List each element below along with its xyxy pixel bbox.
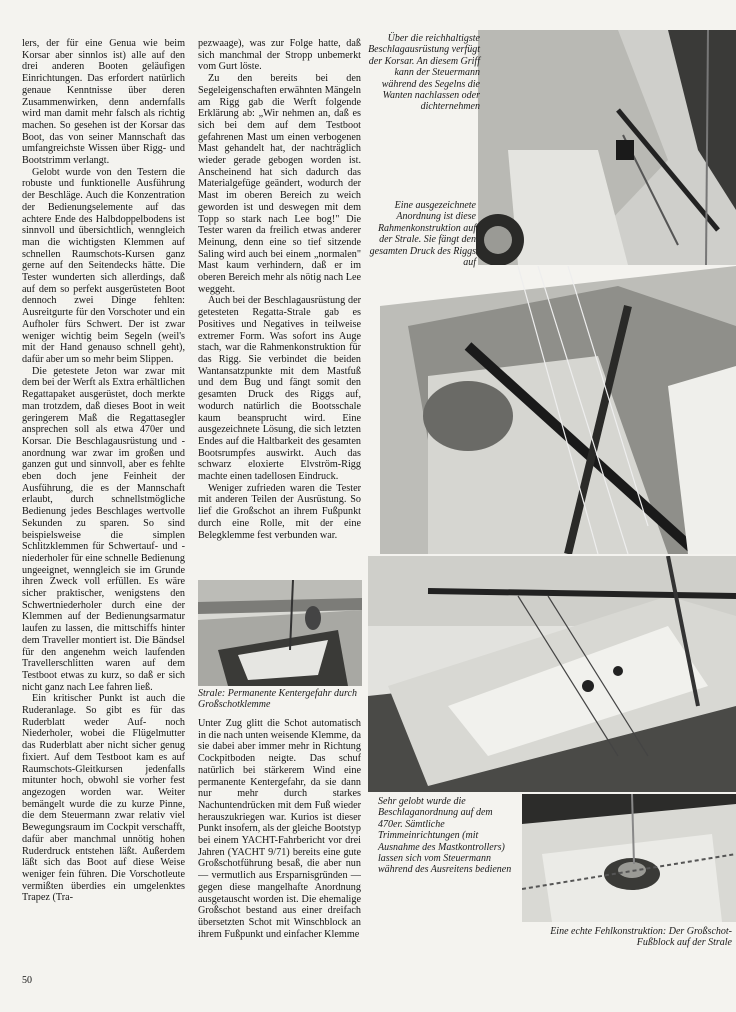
article-column-2 [198,38,361,578]
photo-470er-deck [368,556,736,792]
caption-fehlkonstruktion: Eine echte Fehlkonstruktion: Der Großschot-Fußblock auf der Strale [550,926,732,949]
photo-rahmenkonstruktion [368,266,736,554]
page-number: 50 [22,975,32,986]
photo-strale-kentergefahr [198,580,362,686]
caption-korsar: Über die reichhaltigste Beschlagausrüstung verfügt der Korsar. An diesem Griff kann der Steuermann während des Segelns die Wanten nachlassen oder dichternehmen [368,33,480,113]
paragraph: Ein kritischer Punkt ist auch die Ruderanlage. So gibt es für das Ruderblatt weder Auf- noch Niederholer, wobei die Flügelmutter das Ruderblatt aber nicht sicher genug fixiert. Auf dem Testboot kam es auf Raumschots-Gleitkursen jedenfalls mitunter hoch, obwohl sie vorher fest angezogen worden war. Weiter bemängelt wurde die zu kurze Pinne, die dem Steuermann zwar relativ viel Bewegungsraum im Cockpit verschafft, dafür aber manchmal unnötig hohen Ruderdruck entstehen läßt. Außerdem läßt sich das Boot auf diese Weise weniger fein führen. Die Vorschotleute vermißten überdies ein umgelenktes Trapez (Tra- [22,693,185,904]
article-column-1 [22,38,185,958]
caption-rahmenkonstruktion: Eine ausgezeichnete Anordnung ist diese Rahmenkonstruktion auf der Strale. Sie fängt den gesamten Druck des Riggs auf [369,200,476,269]
paragraph: Auch bei der Beschlagausrüstung der getesteten Regatta-Strale gab es Positives und Negatives in teilweise extremer Form. Was sofort ins Auge stach, war die Rahmenkonstruktion für das Rigg. Sie verbindet die beiden Wantansatzpunkte mit dem Mastfuß und dem Bug und fängt somit den gesamten Druck des Riggs auf, wodurch natürlich die Bootsschale kaum beansprucht wird. Eine ausgezeichnete Lösung, die sich letzten Endes auf die Haltbarkeit des gesamten Bootsrumpfes auswirkt. Auch das schwarz eloxierte Elvström-Rigg machte einen tadellosen Eindruck. [198,295,361,483]
paragraph: Unter Zug glitt die Schot automatisch in die nach unten weisende Klemme, da sie dabei aber immer mehr in Richtung Cockpitboden neigte. Das schuf natürlich bei stärkerem Wind eine permanente Kentergefahr, da sie dann nur mehr durch starkes Nachuntendrücken mit dem Fuß wieder herauszukriegen war. Kurios ist dieser Punkt insofern, als der gleiche Bootstyp bei einem YACHT-Fahrbericht vor drei Jahren (YACHT 9/71) bereits eine gute Großschotführung besaß, die aber nun — vermutlich aus Ersparnisgründen — gegen diese mangelhafte Anordnung ausgetauscht worden ist. Die ehemalige Großschot bestand aus einer dreifach übersetzten Schot mit Winschblock an ihrem Fußpunkt und einfacher Klemme [198,718,361,940]
caption-strale-kentergefahr: Strale: Permanente Kentergefahr durch Großschotklemme [198,688,357,711]
photo-grossschot-fussblock [522,794,736,922]
paragraph: Die getestete Jeton war zwar mit dem bei der Werft als Extra erhältlichen Regattapaket ausgerüstet, doch merkte man trotzdem, daß dieses Boot in weit geringerem Maß die Regattasegler ansprechen soll als etwa 470er und Korsar. Die Beschlagausrüstung und -anordnung war zwar im großen und ganzen gut und sinnvoll, aber es fehlte eben doch jene Feinheit der Ausführung, die es der Mannschaft erlaubt, durch schnellstmögliche Bedienung jedes Beschlages wertvolle Sekunden zu sparen. So sind beispielsweise die simplen Schlitzklemmen für Schwertauf- und -niederholer für eine schnelle Bedienung ungeeignet, wenngleich sie im Grunde ihren Zweck voll erfüllen. Es wäre sicher praktischer, wenigstens den Schwertniederholer durch eine der Klemmen auf der Bedienungsarmatur laufen zu lassen, die mittschiffs hinter dem Traveller montiert ist. Die Bändsel für den angenehm weich laufenden Travellerschlitten waren auf dem Testboot etwas zu kurz, so daß er sich nicht ganz nach Lee fahren ließ. [22,365,185,693]
article-column-3 [198,718,361,1008]
paragraph: pezwaage), was zur Folge hatte, daß sich manchmal der Stropp unbemerkt vom Gurt löste. [198,38,361,73]
paragraph: Gelobt wurde von den Testern die robuste und funktionelle Ausführung der Beschläge. Auch die Konzentration der Bedienungselemente auf das achtere Ende des Halbdoppelbodens ist sinnvoll und übersichtlich, wenngleich man die wichtigsten Klemmen auf schnellen Raumschots-Kursen ganz gerne auf den Seitendecks hätte. Die Tester wunderten sich allerdings, daß auf dem so perfekt ausgerüsteten Boot dennoch zwei Dinge fehlten: Ausreitgurte für den Vorschoter und ein Aufholer fürs Schwert. Der ist zwar weniger wichtig beim Segeln (weil's mit der Hand genauso schnell geht), dafür aber um so mehr beim Slippen. [22,166,185,365]
paragraph: Weniger zufrieden waren die Tester mit anderen Teilen der Ausrüstung. So lief die Großschot an ihrem Fußpunkt durch eine Rolle, mit der eine Belegklemme fest verbunden war. [198,482,361,541]
paragraph: Zu den bereits bei den Segeleigenschaften erwähnten Mängeln am Rigg gab die Werft folgende Erklärung ab: „Wir nehmen an, daß es sich bei dem auf dem Testboot gefahrenen Mast um einen verbogenen Mast gehandelt hat, der nachträglich wieder gerade gebogen worden ist. Anscheinend hat sich dadurch das Materialgefüge geändert, wodurch der Mast im oberen Bereich zu weich geworden ist und deswegen mit dem Topp so stark nach Lee bog!" Die Tester waren da freilich etwas anderer Meinung, denn eine so tief sitzende Saling wird auch bei einem „normalen" Mast kaum verhindern, daß er im oberen Bereich mehr als nötig nach Lee weggeht. [198,73,361,295]
paragraph: lers, der für eine Genua wie beim Korsar aber sinnlos ist) alle auf den drei anderen Booten geläufigen Einrichtungen. Das erfordert natürlich genaue Kenntnisse über deren Zusammenwirken, denn andernfalls wird man damit mehr falsch als richtig machen. So gesehen ist der Korsar das Boot, das von seiner Mannschaft das umfangreichste Wissen über Rigg- und Bootstrimm verlangt. [22,38,185,167]
caption-470er: Sehr gelobt wurde die Beschlaganordnung auf dem 470er. Sämtliche Trimmeinrichtungen (mit Ausnahme des Mastkontrollers) lassen sich vom Steuermann während des Ausreitens bedienen [378,796,512,876]
